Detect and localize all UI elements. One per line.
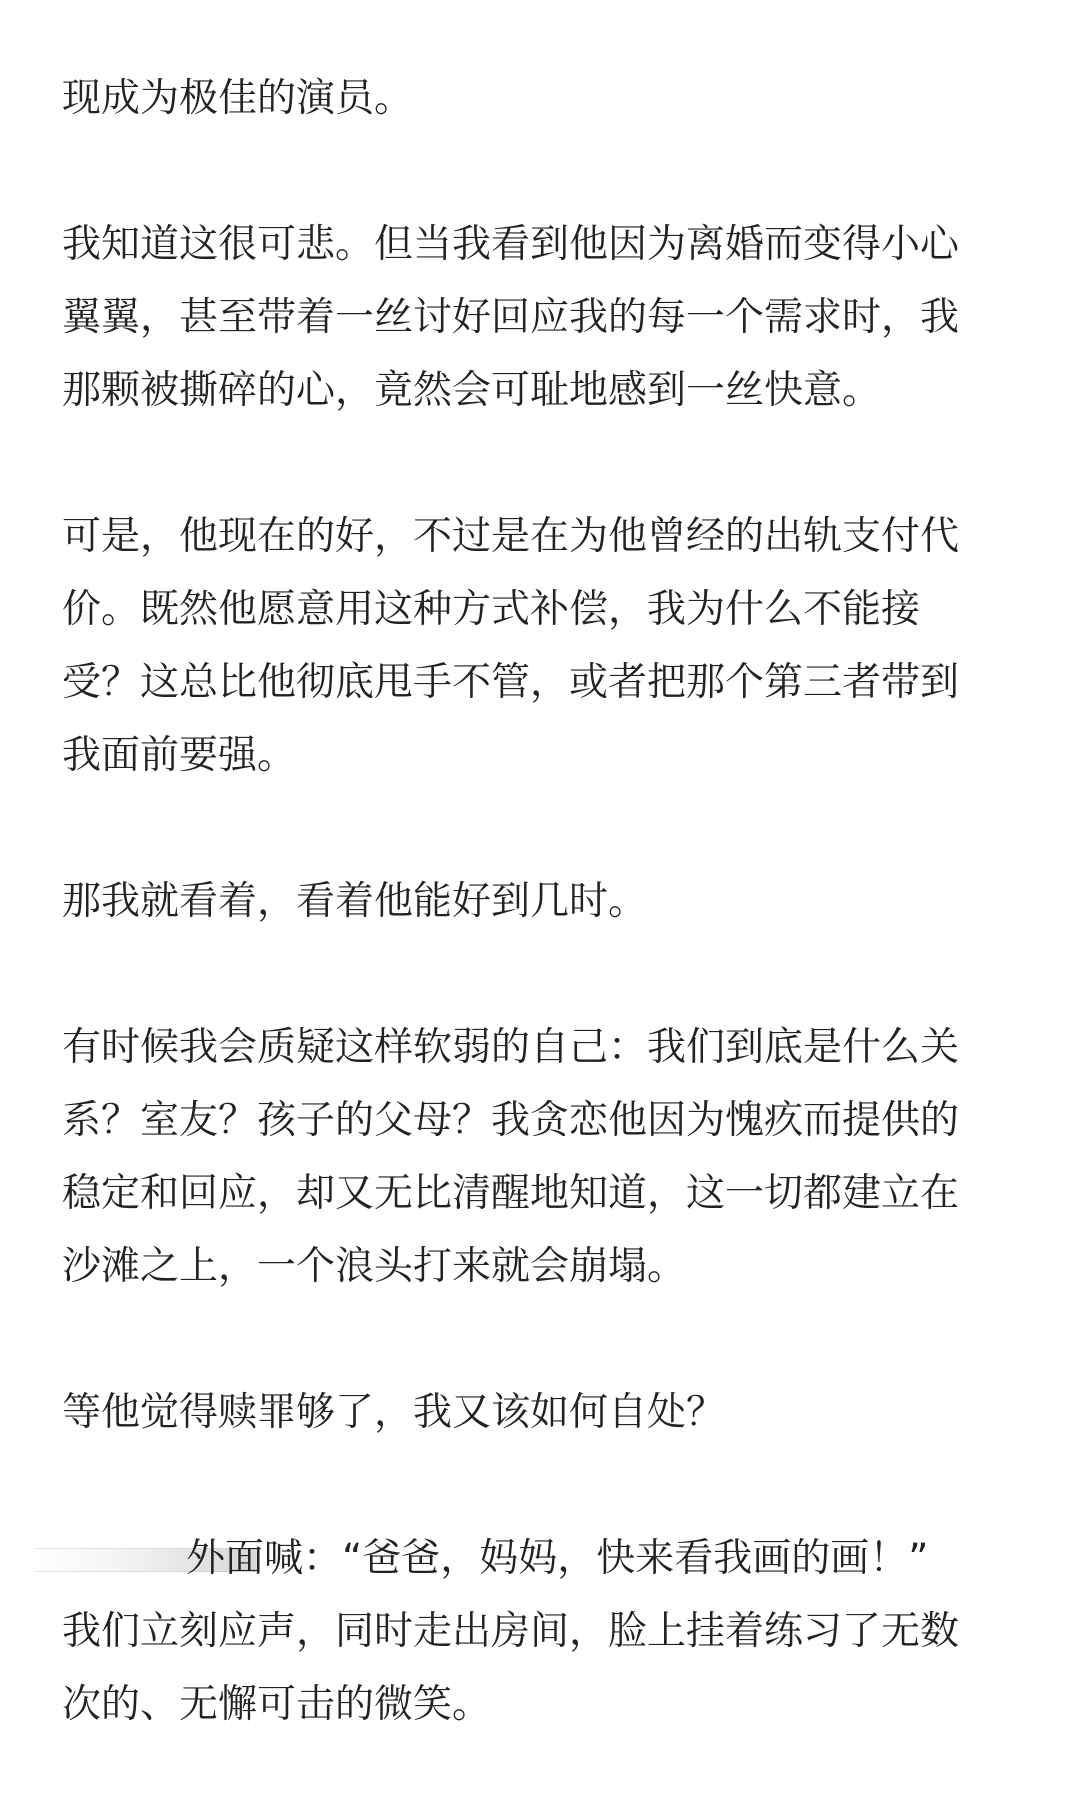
paragraph-line: 有时候我会质疑这样软弱的自己：我们到底是什么关 bbox=[62, 1025, 960, 1070]
paragraph-line: 那我就看着，看着他能好到几时。 bbox=[62, 879, 648, 924]
paragraph-line: 我们立刻应声，同时走出房间，脸上挂着练习了无数 bbox=[62, 1609, 960, 1654]
paragraph-4 bbox=[62, 865, 1022, 938]
paragraph-line: 那颗被撕碎的心，竟然会可耻地感到一丝快意。 bbox=[62, 368, 882, 413]
paragraph-line: 沙滩之上，一个浪头打来就会崩塌。 bbox=[62, 1244, 687, 1289]
paragraph-2 bbox=[62, 208, 1022, 427]
paragraph-line: 系？室友？孩子的父母？我贪恋他因为愧疚而提供的 bbox=[62, 1098, 960, 1143]
paragraph-line: 翼翼，甚至带着一丝讨好回应我的每一个需求时，我 bbox=[62, 295, 960, 340]
paragraph-line: 次的、无懈可击的微笑。 bbox=[62, 1682, 492, 1727]
paragraph-line: 我知道这很可悲。但当我看到他因为离婚而变得小心 bbox=[62, 222, 960, 267]
paragraph-line: 外面喊：“爸爸，妈妈，快来看我画的画！” bbox=[186, 1536, 929, 1581]
paragraph-line: 我面前要强。 bbox=[62, 733, 297, 778]
paragraph-3 bbox=[62, 500, 1022, 792]
paragraph-line: 稳定和回应，却又无比清醒地知道，这一切都建立在 bbox=[62, 1171, 960, 1216]
paragraph-line: 现成为极佳的演员。 bbox=[62, 76, 414, 121]
paragraph-1 bbox=[62, 62, 1022, 135]
paragraph-7 bbox=[62, 1522, 1022, 1741]
paragraph-line: 可是，他现在的好，不过是在为他曾经的出轨支付代 bbox=[62, 514, 960, 559]
paragraph-line: 价。既然他愿意用这种方式补偿，我为什么不能接 bbox=[62, 587, 921, 632]
paragraph-6 bbox=[62, 1376, 1022, 1449]
paragraph-5 bbox=[62, 1011, 1022, 1303]
paragraph-line: 受？这总比他彻底甩手不管，或者把那个第三者带到 bbox=[62, 660, 960, 705]
paragraph-first-line bbox=[62, 1522, 1022, 1595]
paragraph-line: 等他觉得赎罪够了，我又该如何自处？ bbox=[62, 1390, 726, 1435]
